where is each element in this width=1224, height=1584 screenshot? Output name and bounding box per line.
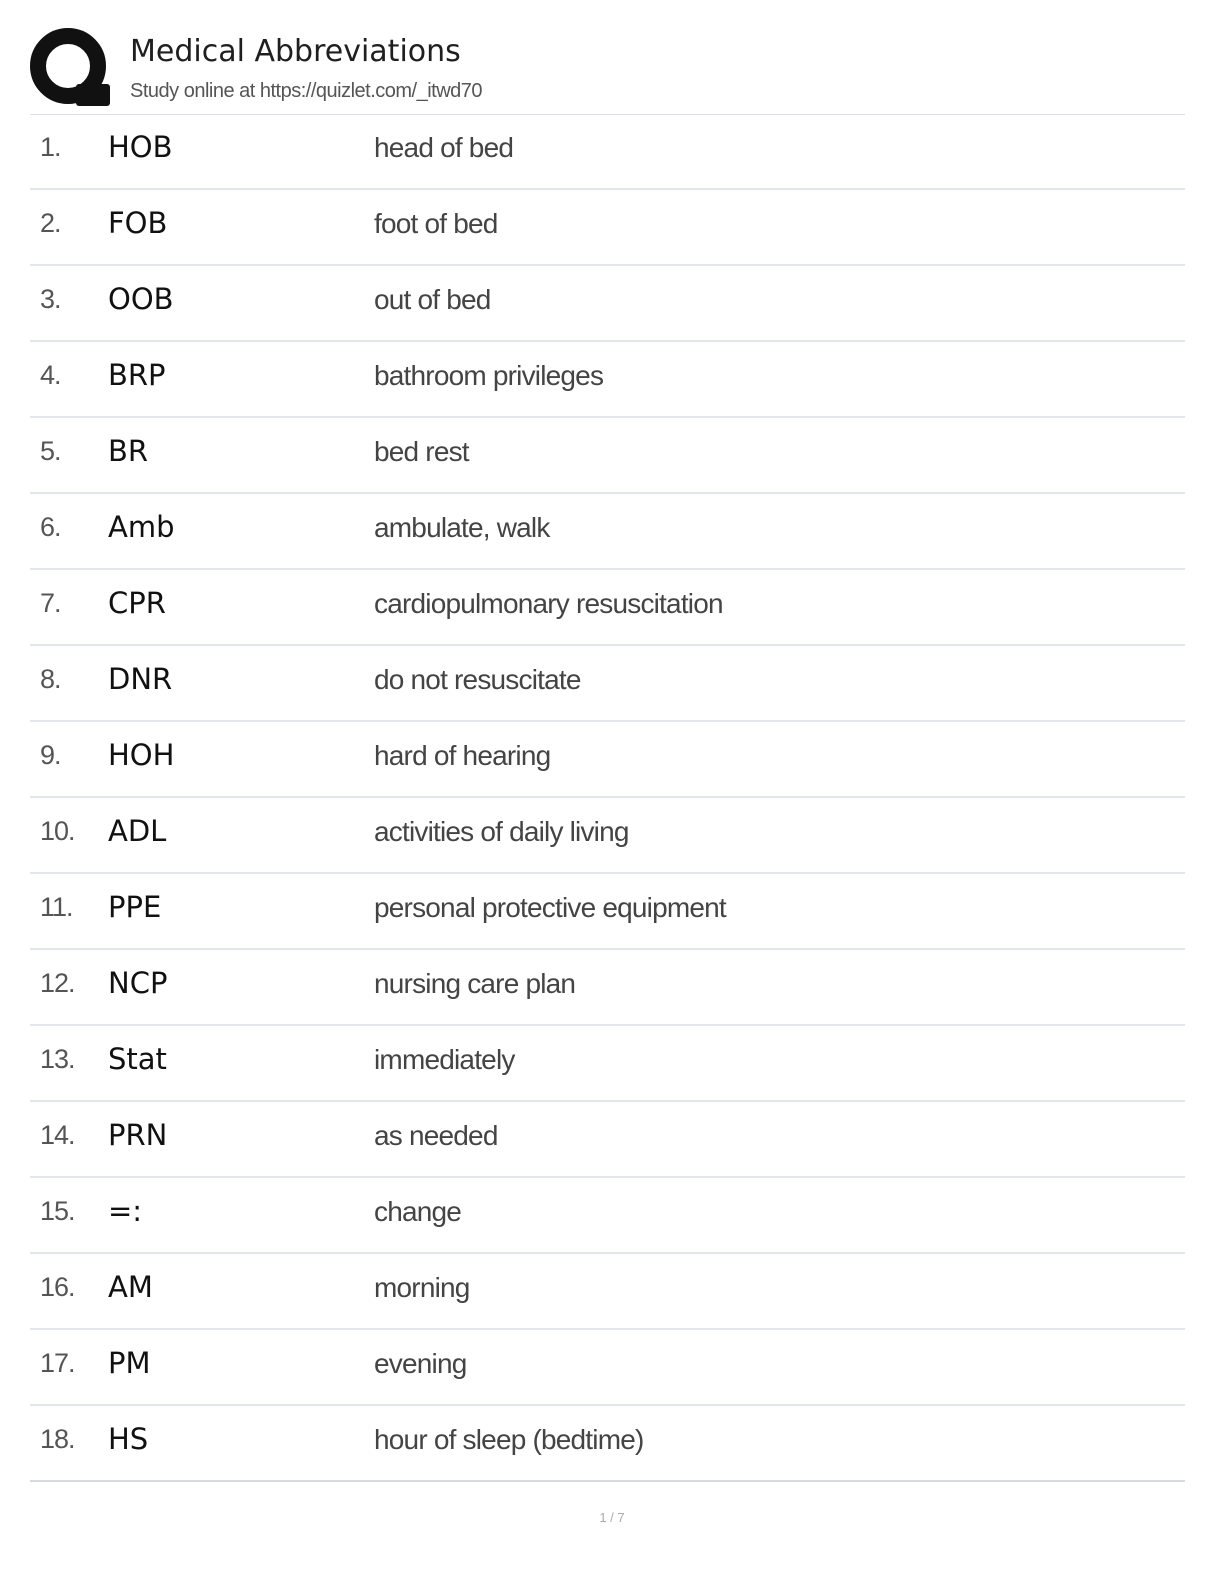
item-number: 1.: [40, 132, 61, 162]
list-item: [30, 494, 1185, 570]
item-term: Stat: [108, 1042, 167, 1076]
item-number: 8.: [40, 664, 61, 694]
item-number: 15.: [40, 1196, 75, 1226]
item-term: BR: [108, 434, 149, 468]
item-term: AM: [108, 1270, 153, 1304]
list-item: [30, 1026, 1185, 1102]
item-definition: as needed: [374, 1120, 498, 1151]
item-term: OOB: [108, 282, 174, 316]
item-term: Amb: [108, 510, 175, 544]
list-item: [30, 342, 1185, 418]
item-number: 12.: [40, 968, 75, 998]
item-term: NCP: [108, 966, 168, 1000]
list-item: [30, 266, 1185, 342]
item-definition: hard of hearing: [374, 740, 551, 771]
list-item: [30, 1102, 1185, 1178]
abbreviation-list: [30, 114, 1185, 1482]
list-item: [30, 114, 1185, 190]
item-definition: foot of bed: [374, 208, 498, 239]
quizlet-logo-icon: [30, 28, 110, 108]
list-item: [30, 950, 1185, 1026]
item-number: 7.: [40, 588, 61, 618]
item-definition: morning: [374, 1272, 470, 1303]
item-definition: bathroom privileges: [374, 360, 604, 391]
item-definition: out of bed: [374, 284, 491, 315]
list-item: [30, 418, 1185, 494]
item-definition: change: [374, 1196, 462, 1227]
item-definition: personal protective equipment: [374, 892, 726, 923]
item-definition: evening: [374, 1348, 467, 1379]
item-number: 9.: [40, 740, 61, 770]
study-online-link[interactable]: Study online at https://quizlet.com/_itwd70: [130, 80, 483, 102]
item-number: 10.: [40, 816, 75, 846]
item-term: =:: [108, 1194, 143, 1228]
item-number: 16.: [40, 1272, 75, 1302]
list-item: [30, 1178, 1185, 1254]
document-header: [30, 28, 1185, 115]
list-item: [30, 874, 1185, 950]
list-item: [30, 570, 1185, 646]
list-item: [30, 1406, 1185, 1482]
item-term: DNR: [108, 662, 173, 696]
item-term: PRN: [108, 1118, 168, 1152]
item-number: 3.: [40, 284, 61, 314]
item-number: 13.: [40, 1044, 75, 1074]
item-definition: immediately: [374, 1044, 515, 1075]
item-definition: nursing care plan: [374, 968, 576, 999]
item-number: 2.: [40, 208, 61, 238]
list-item: [30, 798, 1185, 874]
item-definition: cardiopulmonary resuscitation: [374, 588, 723, 619]
item-definition: activities of daily living: [374, 816, 629, 847]
item-number: 18.: [40, 1424, 75, 1454]
item-term: HS: [108, 1422, 149, 1456]
item-term: HOB: [108, 130, 173, 164]
document-title: Medical Abbreviations: [130, 34, 461, 69]
item-definition: head of bed: [374, 132, 514, 163]
item-number: 11.: [40, 892, 73, 922]
item-term: PM: [108, 1346, 151, 1380]
item-definition: bed rest: [374, 436, 469, 467]
item-term: BRP: [108, 358, 166, 392]
list-item: [30, 646, 1185, 722]
item-definition: hour of sleep (bedtime): [374, 1424, 644, 1455]
item-number: 4.: [40, 360, 61, 390]
item-number: 17.: [40, 1348, 75, 1378]
list-item: [30, 1330, 1185, 1406]
item-definition: do not resuscitate: [374, 664, 581, 695]
item-definition: ambulate, walk: [374, 512, 550, 543]
item-term: PPE: [108, 890, 162, 924]
list-item: [30, 722, 1185, 798]
item-term: CPR: [108, 586, 166, 620]
page-number: 1 / 7: [599, 1510, 625, 1525]
item-term: HOH: [108, 738, 175, 772]
item-number: 5.: [40, 436, 61, 466]
item-number: 6.: [40, 512, 61, 542]
list-item: [30, 1254, 1185, 1330]
list-item: [30, 190, 1185, 266]
item-number: 14.: [40, 1120, 75, 1150]
item-term: ADL: [108, 814, 167, 848]
item-term: FOB: [108, 206, 168, 240]
